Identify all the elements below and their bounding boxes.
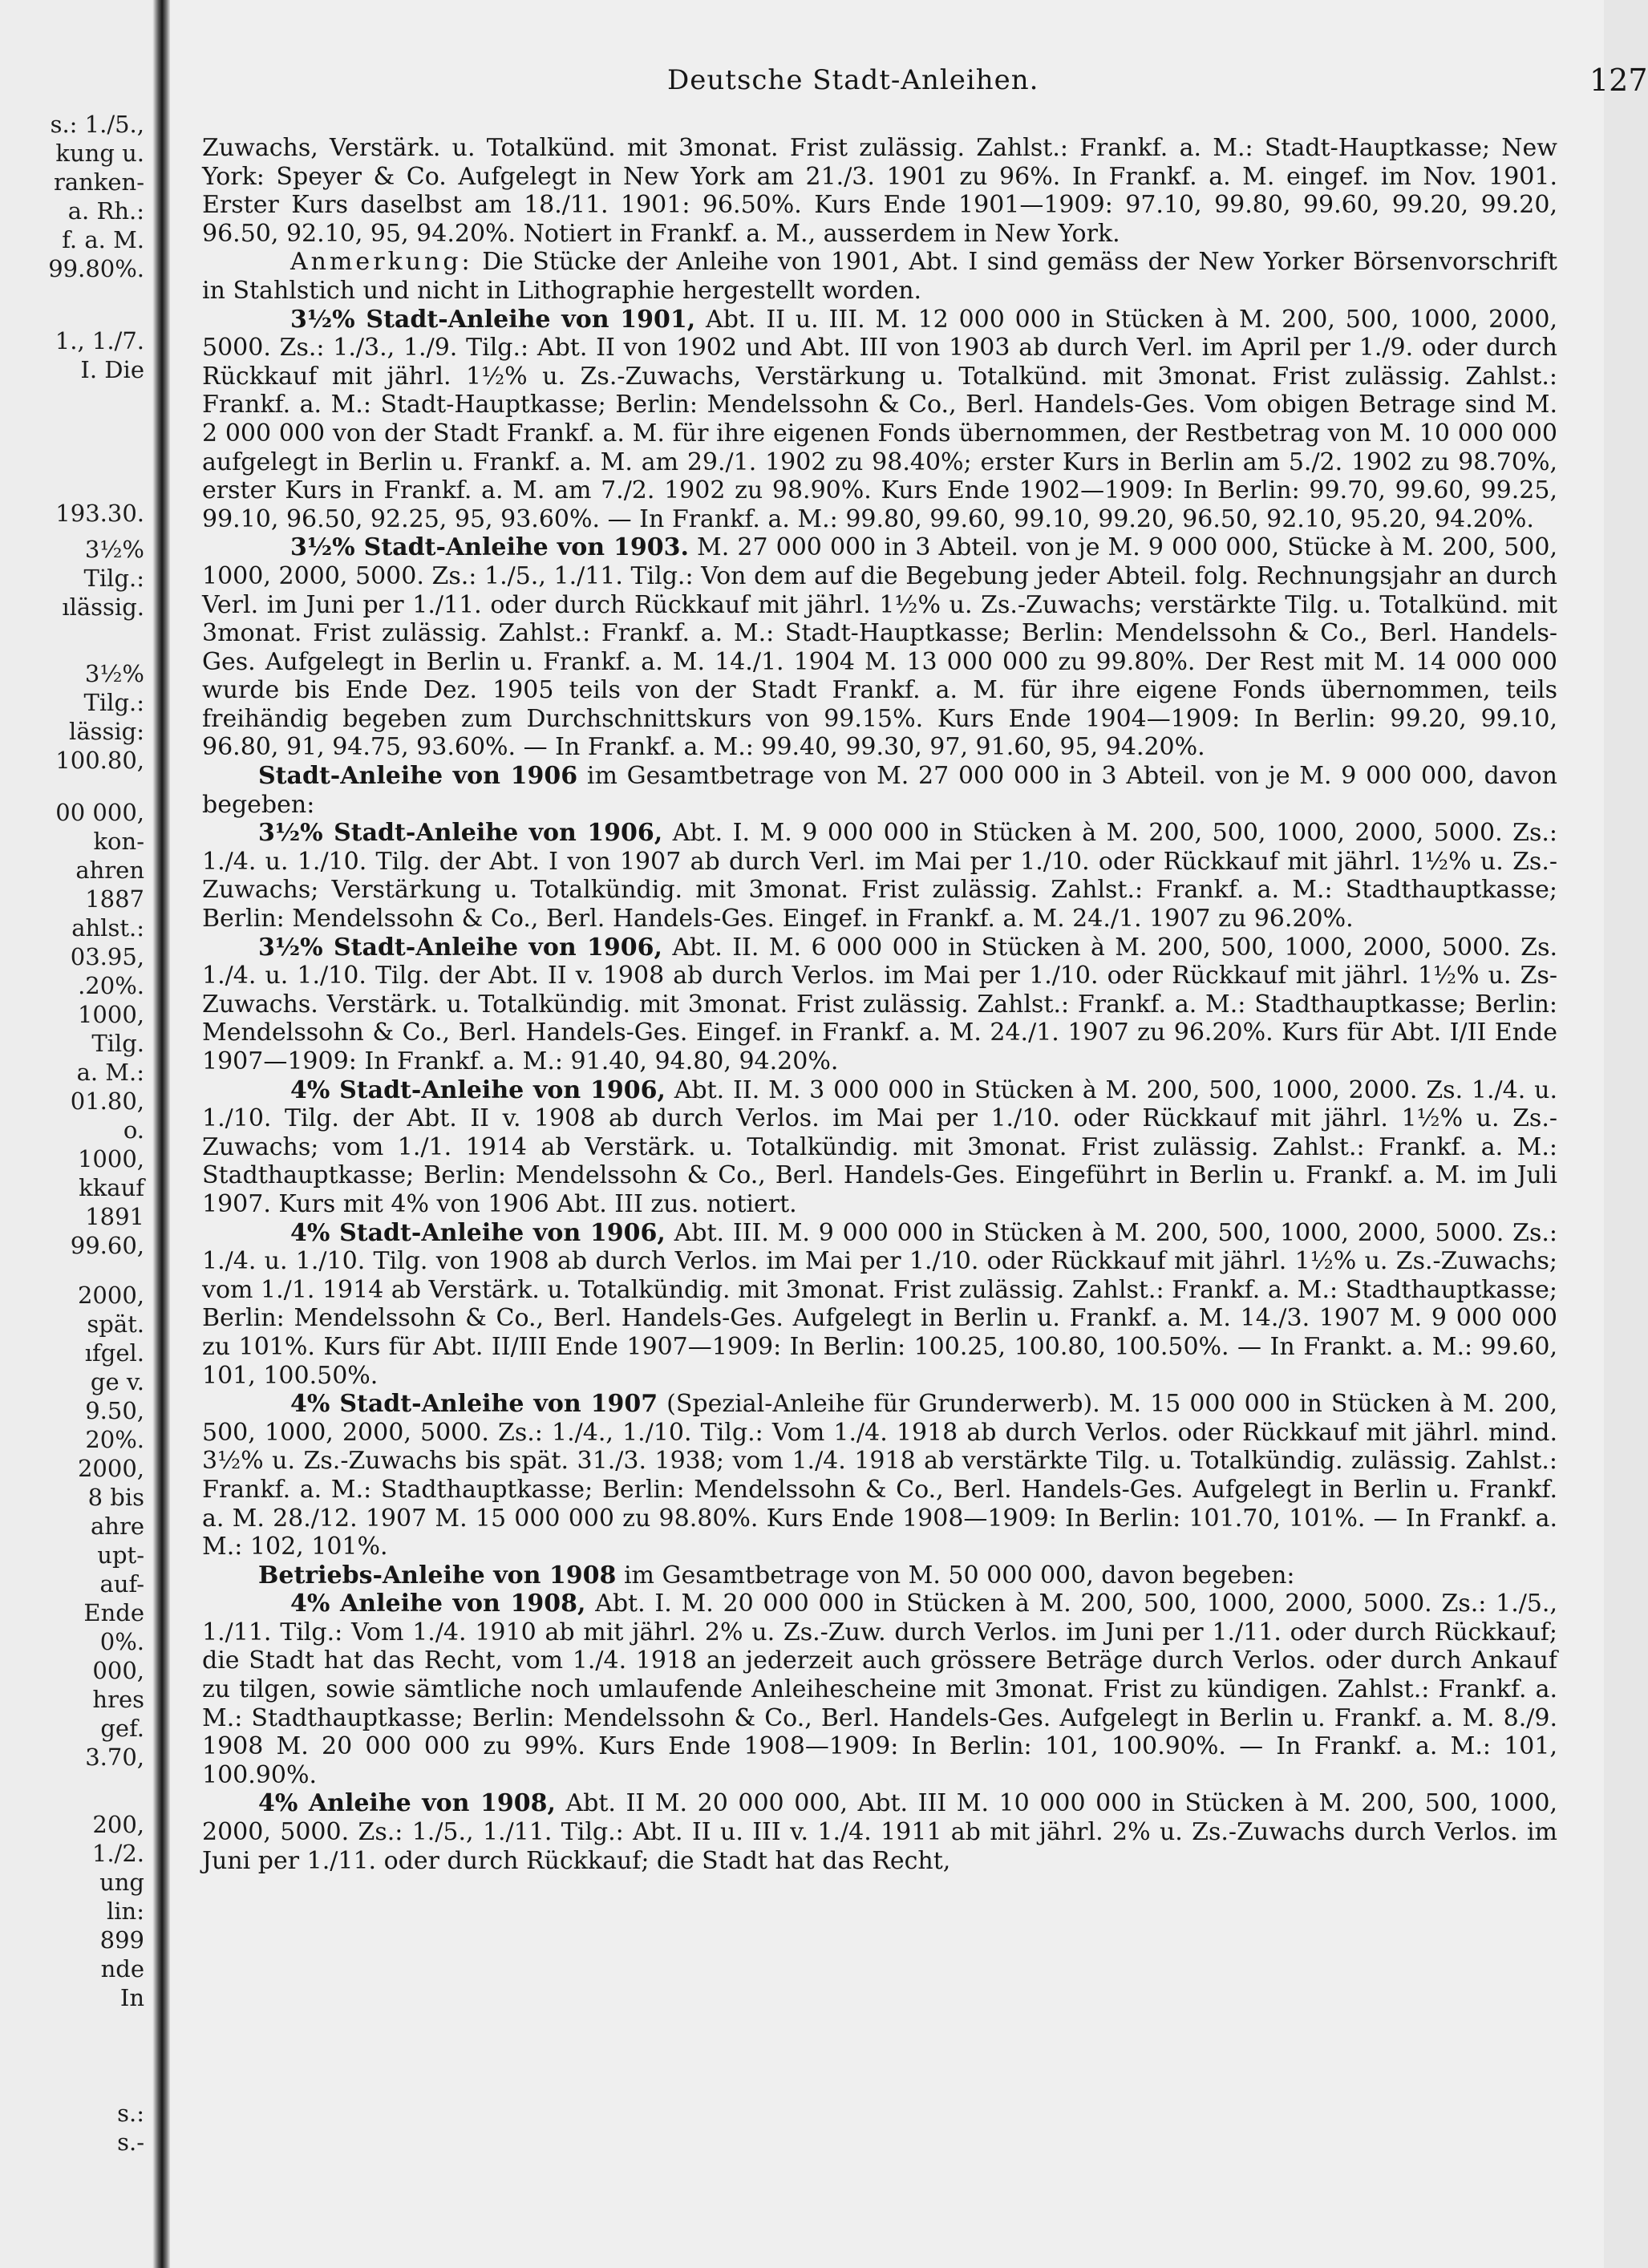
entry-heading: 4% Anleihe von 1908, [290, 1590, 586, 1618]
adjacent-page-fragment: 99.60, [70, 1232, 144, 1259]
adjacent-page-fragment: 200, [92, 1811, 144, 1838]
adjacent-page-fragment: lin: [107, 1897, 144, 1925]
paragraph-continuation: Zuwachs, Verstärk. u. Totalkünd. mit 3monat. Frist zulässig. Zahlst.: Frankf. a. M.: Stadt-Hauptkasse; New York: Speyer & Co. Aufgelegt in New York am 21./3. 1901 zu 96%. In Frankf. a. M. eingef. im Nov. 1901. Erster Kurs daselbst am 18./11. 1901: 96.50%. Kurs Ende 1901—1909: 97.10, 99.80, 99.60, 99.20, 99.20, 96.50, 92.10, 95, 94.20%. Notiert in Frankf. a. M., ausserdem in New York. [202, 134, 1557, 248]
adjacent-page-fragment: hres [92, 1686, 144, 1713]
entry-1906-4pct-abt3: 4% Stadt-Anleihe von 1906, Abt. III. M. 9 000 000 in Stücken à M. 200, 500, 1000, 2000, 5000. Zs.: 1./4. u. 1./10. Tilg. von 1908 ab durch Verlos. im Mai per 1./10. oder Rückkauf mit jährl. 1½% u. Zs.-Zuwachs; vom 1./1. 1914 ab Verstärk. u. Totalkündig. mit 3monat. Frist zulässig. Zahlst.: Frankf. a. M.: Stadthauptkasse; Berlin: Mendelssohn & Co., Berl. Handels-Ges. Aufgelegt in Berlin u. Frankf. a. M. 14./3. 1907 M. 9 000 000 zu 101%. Kurs für Abt. II/III Ende 1907—1909: In Berlin: 100.25, 100.80, 100.50%. — In Frankt. a. M.: 99.60, 101, 100.50%. [202, 1218, 1557, 1390]
adjacent-page-fragment: 000, [92, 1657, 144, 1684]
adjacent-page-fragment: kkauf [79, 1174, 144, 1201]
adjacent-page-fragment: 100.80, [55, 747, 144, 774]
entry-1906-abt1: 3½% Stadt-Anleihe von 1906, Abt. I. M. 9 000 000 in Stücken à M. 200, 500, 1000, 2000, 5000. Zs.: 1./4. u. 1./10. Tilg. der Abt. I von 1907 ab durch Verl. im Mai per 1./10. oder Rückkauf mit jährl. 1½% u. Zs.-Zuwachs; Verstärkung u. Totalkündig. mit 3monat. Frist zulässig. Zahlst.: Frankf. a. M.: Stadthauptkasse; Berlin: Mendelssohn & Co., Berl. Handels-Ges. Eingef. in Frankf. a. M. 24./1. 1907 zu 96.20%. [202, 819, 1557, 934]
adjacent-page-fragment: 2000, [77, 1282, 144, 1309]
adjacent-page-fragment: s.- [117, 2128, 144, 2156]
adjacent-page-fragment: Ende [83, 1599, 144, 1626]
adjacent-page-fragment: 3.70, [85, 1744, 144, 1771]
entry-heading: Betriebs-Anleihe von 1908 [258, 1561, 617, 1590]
adjacent-page-fragment: .20%. [78, 972, 144, 999]
entry-heading: 4% Stadt-Anleihe von 1906, [290, 1218, 666, 1247]
entry-heading: 4% Anleihe von 1908, [258, 1789, 556, 1818]
adjacent-page-fragment: spät. [87, 1310, 144, 1338]
adjacent-page-fragment: kon- [93, 828, 144, 855]
entry-1908-abt2-3: 4% Anleihe von 1908, Abt. II M. 20 000 000, Abt. III M. 10 000 000 in Stücken à M. 200, 500, 1000, 2000, 5000. Zs.: 1./5., 1./11. Tilg.: Abt. II u. III v. 1./4. 1911 ab mit jährl. 2% u. Zs.-Zuwachs durch Verlos. im Juni per 1./11. oder durch Rückkauf; die Stadt hat das Recht, [202, 1789, 1557, 1875]
adjacent-page-fragment: 2000, [77, 1455, 144, 1482]
entry-heading: 3½% Stadt-Anleihe von 1903. [290, 533, 689, 562]
adjacent-page-fragment: 8 bis [87, 1484, 144, 1511]
adjacent-page-fragment: lässig: [69, 718, 144, 745]
adjacent-page-fragment: kung u. [55, 140, 144, 167]
entry-heading: 3½% Stadt-Anleihe von 1906, [258, 819, 663, 848]
entry-1908-abt1: 4% Anleihe von 1908, Abt. I. M. 20 000 000 in Stücken à M. 200, 500, 1000, 2000, 5000. Zs.: 1./5., 1./11. Tilg.: Vom 1./4. 1910 ab mit jährl. 2% u. Zs.-Zuw. durch Verlos. im Juni per 1./11. oder durch Rückkauf; die Stadt hat das Recht, vom 1./4. 1918 an jederzeit auch grössere Beträge durch Verlos. oder durch Ankauf zu tilgen, sowie sämtliche noch umlaufende Anleihescheine mit 3monat. Frist zu kündigen. Zahlst.: Frankf. a. M.: Stadthauptkasse; Berlin: Mendelssohn & Co., Berl. Handels-Ges. Aufgelegt in Berlin u. Frankf. a. M. 8./9. 1908 M. 20 000 000 zu 99%. Kurs Ende 1908—1909: In Berlin: 101, 100.90%. — In Frankf. a. M.: 101, 100.90%. [202, 1590, 1557, 1789]
adjacent-page-fragment: 00 000, [55, 799, 144, 826]
adjacent-page-fragment: 9.50, [85, 1397, 144, 1424]
entry-heading: 4% Stadt-Anleihe von 1907 [290, 1390, 658, 1419]
adjacent-page-fragment: a. Rh.: [67, 197, 144, 225]
entry-heading: 3½% Stadt-Anleihe von 1906, [258, 933, 662, 962]
entry-1901: 3½% Stadt-Anleihe von 1901, Abt. II u. III. M. 12 000 000 in Stücken à M. 200, 500, 1000, 2000, 5000. Zs.: 1./3., 1./9. Tilg.: Abt. II von 1902 und Abt. III von 1903 ab durch Verl. im April per 1./9. oder durch Rückkauf mit jährl. 1½% u. Zs.-Zuwachs, Verstärkung u. Totalkünd. mit 3monat. Frist zulässig. Zahlst.: Frankf. a. M.: Stadt-Hauptkasse; Berlin: Mendelssohn & Co., Berl. Handels-Ges. Vom obigen Betrage sind M. 2 000 000 von der Stadt Frankf. a. M. für ihre eigenen Fonds übernommen, der Restbetrag von M. 10 000 000 aufgelegt in Berlin u. Frankf. a. M. am 29./1. 1902 zu 98.40%; erster Kurs in Berlin am 5./2. 1902 zu 98.70%, erster Kurs in Frankf. a. M. am 7./2. 1902 zu 98.90%. Kurs Ende 1902—1909: In Berlin: 99.70, 99.60, 99.25, 99.10, 96.50, 92.25, 95, 93.60%. — In Frankf. a. M.: 99.80, 99.60, 99.10, 99.20, 96.50, 92.10, 95.20, 94.20%. [202, 305, 1557, 533]
adjacent-page-fragment: a. M.: [76, 1059, 144, 1086]
adjacent-page-fragment: 03.95, [70, 943, 144, 970]
entry-1907: 4% Stadt-Anleihe von 1907 (Spezial-Anleihe für Grunderwerb). M. 15 000 000 in Stücken à M. 200, 500, 1000, 2000, 5000. Zs.: 1./4., 1./10. Tilg.: Vom 1./4. 1918 ab durch Verlos. oder Rückkauf mit jährl. mind. 3½% u. Zs.-Zuwachs bis spät. 31./3. 1938; vom 1./4. 1918 ab verstärkte Tilg. u. Totalkündig. zulässig. Zahlst.: Frankf. a. M.: Stadthauptkasse; Berlin: Mendelssohn & Co., Berl. Handels-Ges. Aufgelegt in Berlin u. Frankf. a. M. 28./12. 1907 M. 15 000 000 zu 98.80%. Kurs Ende 1908—1909: In Berlin: 101.70, 101%. — In Frankf. a. M.: 102, 101%. [202, 1390, 1557, 1561]
entry-heading: 4% Stadt-Anleihe von 1906, [290, 1075, 666, 1104]
adjacent-page-fragment: upt- [97, 1541, 144, 1569]
document-page [170, 0, 1648, 2268]
adjacent-page-fragment: I. Die [80, 356, 144, 383]
adjacent-page-fragment: In [119, 1984, 144, 2011]
adjacent-page-fragment: 01.80, [70, 1087, 144, 1115]
adjacent-page-fragment: s.: 1./5., [50, 111, 144, 138]
entry-1906-4pct-abt2: 4% Stadt-Anleihe von 1906, Abt. II. M. 3 000 000 in Stücken à M. 200, 500, 1000, 2000. Zs. 1./4. u. 1./10. Tilg. der Abt. II v. 1908 ab durch Verlos. im Mai per 1./10. oder Rückkauf mit jährl. 1½% u. Zs.-Zuwachs; vom 1./1. 1914 ab Verstärk. u. Totalkündig. mit 3monat. Frist zulässig. Zahlst.: Frankf. a. M.: Stadthauptkasse; Berlin: Mendelssohn & Co., Berl. Handels-Ges. Eingeführt in Berlin u. Frankf. a. M. im Juli 1907. Kurs mit 4% von 1906 Abt. III zus. notiert. [202, 1075, 1557, 1218]
adjacent-page-fragment: 1., 1./7. [55, 327, 144, 354]
adjacent-page-fragment: f. a. M. [62, 226, 144, 253]
adjacent-page-fragment: Tilg.: [83, 565, 144, 592]
adjacent-page-fragment: ranken- [53, 168, 144, 196]
entry-1906-total: Stadt-Anleihe von 1906 im Gesamtbetrage von M. 27 000 000 in 3 Abteil. von je M. 9 000 000, davon begeben: [202, 762, 1557, 819]
running-title: Deutsche Stadt-Anleihen. [667, 64, 1039, 96]
adjacent-page-fragment: 99.80%. [48, 255, 144, 282]
adjacent-page-fragment: 1000, [77, 1145, 144, 1172]
adjacent-page-fragment: o. [123, 1116, 144, 1144]
adjacent-page-fragment: 20%. [85, 1426, 144, 1453]
entry-1906-abt2: 3½% Stadt-Anleihe von 1906, Abt. II. M. 6 000 000 in Stücken à M. 200, 500, 1000, 2000, 5000. Zs. 1./4. u. 1./10. Tilg. der Abt. II v. 1908 ab durch Verlos. im Mai per 1./10. oder Rückkauf mit jährl. 1½% u. Zs-Zuwachs. Verstärk. u. Totalkündig. mit 3monat. Frist zulässig. Zahlst.: Frankf. a. M.: Stadthauptkasse; Berlin: Mendelssohn & Co., Berl. Handels-Ges. Eingef. in Frankf. a. M. 24./1. 1907 zu 96.20%. Kurs für Abt. I/II Ende 1907—1909: In Frankf. a. M.: 91.40, 94.80, 94.20%. [202, 933, 1558, 1075]
adjacent-page-fragment: gef. [100, 1715, 144, 1742]
paragraph-note: Anmerkung: Die Stücke der Anleihe von 1901, Abt. I sind gemäss der New Yorker Börsenvorschrift in Stahlstich und nicht in Lithographie hergestellt worden. [202, 248, 1557, 305]
adjacent-page-fragment: 1000, [77, 1001, 144, 1028]
entry-1908-total: Betriebs-Anleihe von 1908 im Gesamtbetrage von M. 50 000 000, davon begeben: [258, 1561, 1295, 1590]
adjacent-page-fragment: ıfgel. [84, 1339, 144, 1367]
book-gutter [152, 0, 170, 2268]
adjacent-page-strip [0, 0, 152, 2268]
adjacent-page-fragment: ahlst.: [71, 914, 144, 942]
adjacent-page-fragment: auf- [99, 1570, 144, 1598]
adjacent-page-fragment: nde [100, 1955, 144, 1982]
adjacent-page-fragment: ahre [91, 1513, 144, 1540]
entry-heading: Stadt-Anleihe von 1906 [258, 762, 578, 791]
page-number: 127 [1589, 63, 1648, 98]
adjacent-page-fragment: 1./2. [91, 1840, 144, 1867]
adjacent-page-fragment: 1887 [85, 885, 144, 913]
adjacent-page-fragment: 193.30. [55, 500, 144, 527]
adjacent-page-fragment: Tilg.: [83, 689, 144, 716]
adjacent-page-fragment: ung [99, 1869, 144, 1896]
adjacent-page-fragment: ılässig. [62, 593, 144, 621]
adjacent-page-fragment: 3½% [84, 660, 144, 687]
entry-heading: 3½% Stadt-Anleihe von 1901, [290, 305, 696, 334]
adjacent-page-fragment: ahren [75, 857, 144, 884]
adjacent-page-fragment: s.: [117, 2100, 144, 2127]
adjacent-page-fragment: 3½% [84, 536, 144, 563]
adjacent-page-fragment: 899 [99, 1926, 144, 1954]
adjacent-page-fragment: Tilg. [91, 1030, 144, 1057]
adjacent-page-fragment: ge v. [90, 1368, 144, 1395]
adjacent-page-fragment: 1891 [85, 1203, 144, 1230]
adjacent-page-fragment: 0%. [99, 1628, 144, 1655]
text-body [202, 134, 1557, 1875]
note-lead: Anmerkung: [290, 248, 473, 277]
entry-1903: 3½% Stadt-Anleihe von 1903. M. 27 000 000 in 3 Abteil. von je M. 9 000 000, Stücke à M. 200, 500, 1000, 2000, 5000. Zs.: 1./5., 1./11. Tilg.: Von dem auf die Begebung jeder Abteil. folg. Rechnungsjahr an durch Verl. im Juni per 1./11. oder durch Rückkauf mit jährl. 1½% u. Zs.-Zuwachs; verstärkte Tilg. u. Totalkünd. mit 3monat. Frist zulässig. Zahlst.: Frankf. a. M.: Stadt-Hauptkasse; Berlin: Mendelssohn & Co., Berl. Handels-Ges. Aufgelegt in Berlin u. Frankf. a. M. 14./1. 1904 M. 13 000 000 zu 99.80%. Der Rest mit M. 14 000 000 wurde bis Ende Dez. 1905 teils von der Stadt Frankf. a. M. für ihre eigene Fonds übernommen, teils freihändig begeben zum Durchschnittskurs von 99.15%. Kurs Ende 1904—1909: In Berlin: 99.20, 99.10, 96.80, 91, 94.75, 93.60%. — In Frankf. a. M.: 99.40, 99.30, 97, 91.60, 95, 94.20%. [202, 533, 1557, 762]
